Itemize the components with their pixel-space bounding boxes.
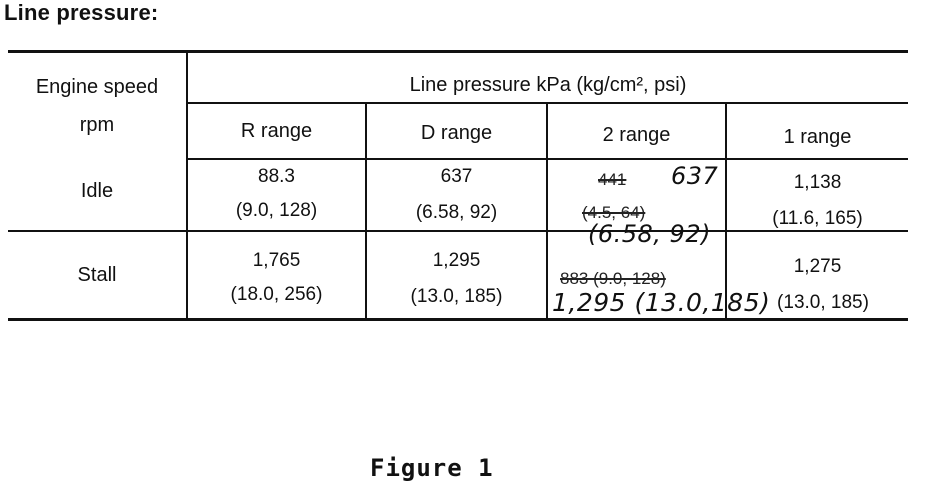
idle-r-alt: (9.0, 128) (235, 200, 318, 221)
idle-2-struck-alt: (4.5, 64) (582, 203, 646, 222)
figure-caption: Figure 1 (370, 454, 494, 482)
idle-2-struck-kpa: 441 (598, 170, 627, 189)
r-range-header: R range (240, 120, 313, 142)
stall-2-struck: 883 (9.0, 128) (560, 269, 666, 288)
idle-2-handwritten-alt: (6.58, 92) (588, 220, 711, 248)
line-pressure-group-header: Line pressure kPa (kg/cm², psi) (409, 74, 687, 96)
2-range-header: 2 range (602, 124, 671, 146)
table-top-rule (8, 50, 908, 53)
engine-speed-header: Engine speed (35, 76, 159, 98)
1-range-header: 1 range (783, 126, 852, 148)
stall-r-alt: (18.0, 256) (230, 284, 323, 305)
row-label-stall: Stall (77, 264, 117, 286)
idle-r-kpa: 88.3 (258, 166, 295, 187)
idle-d-alt: (6.58, 92) (415, 202, 498, 223)
row-label-idle: Idle (80, 180, 114, 202)
stall-1-kpa: 1,275 (793, 256, 842, 277)
d-range-header: D range (420, 122, 493, 144)
idle-d-kpa: 637 (440, 166, 473, 187)
stall-2-handwritten: 1,295 (13.0,185) (552, 288, 771, 317)
stall-d-kpa: 1,295 (432, 250, 481, 271)
line-pressure-table (8, 50, 908, 325)
rpm-header: rpm (79, 114, 115, 136)
idle-1-kpa: 1,138 (793, 172, 842, 193)
stall-1-alt: (13.0, 185) (777, 292, 869, 313)
idle-1-alt: (11.6, 165) (772, 208, 863, 229)
idle-2-handwritten-kpa: 637 (671, 162, 719, 190)
page-title: Line pressure: (4, 0, 159, 25)
stall-d-alt: (13.0, 185) (410, 286, 503, 307)
stall-r-kpa: 1,765 (252, 250, 301, 271)
